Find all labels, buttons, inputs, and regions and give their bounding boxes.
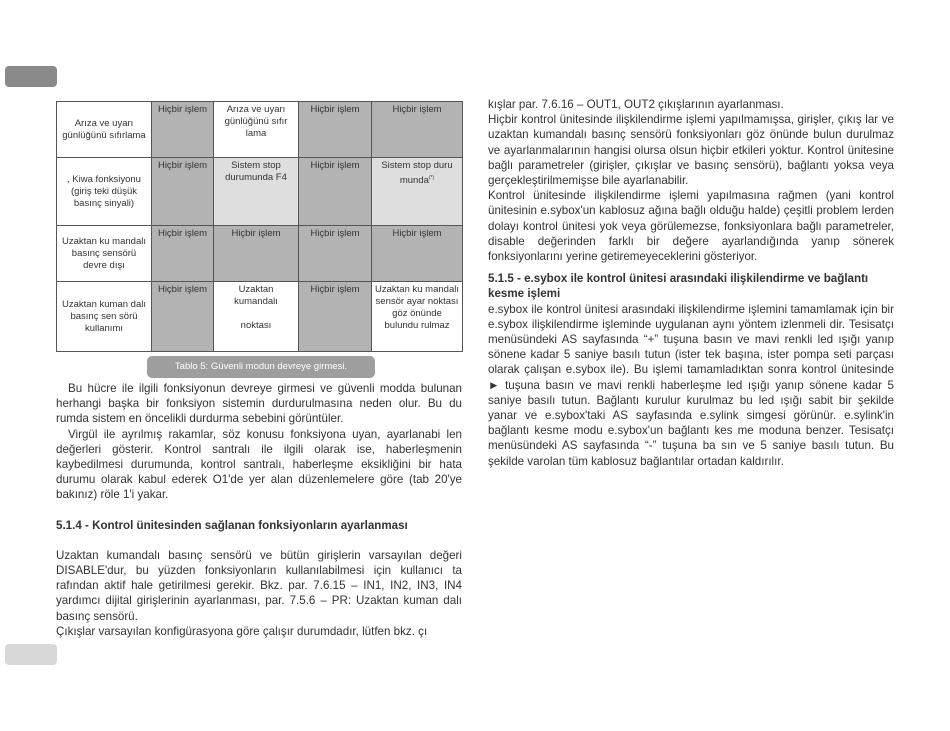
row-label: Arıza ve uyarı günlüğünü sıfırlama	[57, 102, 152, 158]
cell-text: Uzaktan kumandalı	[234, 284, 278, 307]
table-cell: Hiçbir işlem	[152, 282, 214, 352]
table-row	[57, 102, 463, 158]
row-label: Uzaktan ku mandalı basınç sensörü devre dışı	[57, 226, 152, 282]
paragraph: Hiçbir kontrol ünitesinde ilişkilendirme işlemi yapılmamışsa, girişler, çıkış lar ve uzaktan kumandalı basınç sensörü fonksiyonları göz önünde bulun durulmaz ve ayarlanmalarının hangisi olursa olsun hiçbir etkileri yoktur. Kontrol ünitesine bağlı parametreler (girişler, çıkışlar ve basınç sensörü), bağlantı yoksa veya gerçekleştirilmemişse bile ayarlanabilir.	[488, 113, 894, 188]
row-label: Uzaktan kuman dalı basınç sen sörü kullanımı	[57, 282, 152, 352]
paragraph: kışlar par. 7.6.16 – OUT1, OUT2 çıkışlarının ayarlanması.	[488, 98, 784, 111]
table-cell: Uzaktan ku mandalı sensör ayar noktası göz önünde bulundu rulmaz	[372, 282, 463, 352]
right-column	[488, 97, 894, 469]
table-cell: Hiçbir işlem	[299, 158, 372, 226]
paragraph: Virgül ile ayrılmış rakamlar, söz konusu fonksiyona uyan, ayarlanabi len değerleri gösterir. Kontrol santralı ile ilgili olarak ise, haberleşmenin kaybedilmesi durumunda, kontrol santralı, haberleşme eksikliğini bir hata durumu olarak kabul ederek O1'de yer alan düzenlemelere göre (tab 20'ye bakınız) röle 1'i yakar.	[56, 427, 462, 502]
page-tab-marker-bottom	[5, 644, 57, 665]
table-cell: Hiçbir işlem	[152, 158, 214, 226]
cell-text: Sistem stop duru munda	[381, 160, 453, 187]
table-cell: Hiçbir işlem	[152, 102, 214, 158]
table-cell: Hiçbir işlem	[299, 226, 372, 282]
safe-mode-table	[56, 101, 463, 352]
table-cell: Hiçbir işlem	[299, 102, 372, 158]
paragraph: Çıkışlar varsayılan konfigürasyona göre çalışır durumdadır, lütfen bkz. çı	[56, 624, 428, 638]
cell-text: noktası	[240, 320, 272, 331]
table-row	[57, 158, 463, 226]
table-cell: Hiçbir işlem	[214, 226, 299, 282]
section-heading-5-1-5: 5.1.5 - e.sybox ile kontrol ünitesi arasındaki ilişkilendirme ve bağlantı kesme işlemi	[488, 272, 869, 301]
table-cell	[214, 282, 299, 352]
paragraph: Kontrol ünitesinde ilişkilendirme işlemi yapılmasına rağmen (yani kontrol ünitesinin e.sybox'un kablosuz ağına bağlı olduğu halde) çeşitli problem lerden dolayı kontrol ünitesi yok veya görülemezse, fonksiyonlara bağlı parametreler, disable değerinden farklı bir değere ayarlandığında yanıp sönerek fonksiyonlarını yerine getiremeyeceklerini gösteriyor.	[488, 189, 894, 264]
footnote-marker: (*)	[428, 175, 435, 181]
row-label: , Kiwa fonksiyonu (giriş teki düşük basınç sinyali)	[57, 158, 152, 226]
table-cell: Hiçbir işlem	[152, 226, 214, 282]
table-cell	[372, 158, 463, 226]
table-cell: Hiçbir işlem	[372, 226, 463, 282]
left-column	[56, 381, 462, 639]
table-row	[57, 226, 463, 282]
page-tab-marker-top	[5, 66, 57, 87]
section-heading-5-1-4: 5.1.4 - Kontrol ünitesinden sağlanan fonksiyonların ayarlanması	[56, 518, 408, 532]
paragraph: Uzaktan kumandalı basınç sensörü ve bütün girişlerin varsayılan değeri DISABLE'dur, bu yüzden fonksiyonların kullanılabilmesi için kullanıcı ta rafından aktif hale getirilmesi gerekir. Bkz. par. 7.6.15 – IN1, IN2, IN3, IN4 yardımcı dijital girişlerinin ayarlanması, par. 7.5.6 – PR: Uzaktan kuman dalı basınç sensörü.	[56, 548, 462, 623]
table-caption: Tablo 5: Güvenli modun devreye girmesi.	[147, 356, 375, 378]
table-cell: Sistem stop durumunda F4	[214, 158, 299, 226]
table-row	[57, 282, 463, 352]
table-cell: Arıza ve uyarı günlüğünü sıfır lama	[214, 102, 299, 158]
table-cell: Hiçbir işlem	[299, 282, 372, 352]
paragraph: Bu hücre ile ilgili fonksiyonun devreye girmesi ve güvenli modda bulunan herhangi başka bir fonksiyon sistemin durdurulmasına neden olur. Bu du rumda sistem en öncelikli durdurma sebebini görüntüler.	[56, 382, 462, 426]
table-cell: Hiçbir işlem	[372, 102, 463, 158]
paragraph: e.sybox ile kontrol ünitesi arasındaki ilişkilendirme işlemini tamamlamak için bir e.sybox ilişkilendirme işleminde uygulanan aynı yöntem izlenmeli dir. Tesisatçı menüsündeki AS sayfasında “+” tuşuna basın ve mavi renkli led ışığı yanıp sönene kadar 5 saniye basılı tutun (ister tek başına, ister pompa seti parçası olarak çalışan e.sybox ile). Bu işlemi tamamladıktan sonra kontrol ünitesinde ► tuşuna basın ve mavi renkli haberleşme led ışığı yanıp sönene kadar 5 saniye basılı tutun. Bağlantı kurulur kurulmaz bu led ışığı sabit bir şekilde yanar ve e.sybox'taki AS sayfasında e.sylink simgesi görünür. e.sylink'in bağlantı kesme modu e.sybox'un bağlantı kes me moduna benzer. Tesisatçı menüsündeki AS sayfasında “-” tuşuna ba sın ve 5 saniye basılı tutun. Bu şekilde varolan tüm kablosuz bağlantılar ortadan kaldırılır.	[488, 302, 894, 468]
